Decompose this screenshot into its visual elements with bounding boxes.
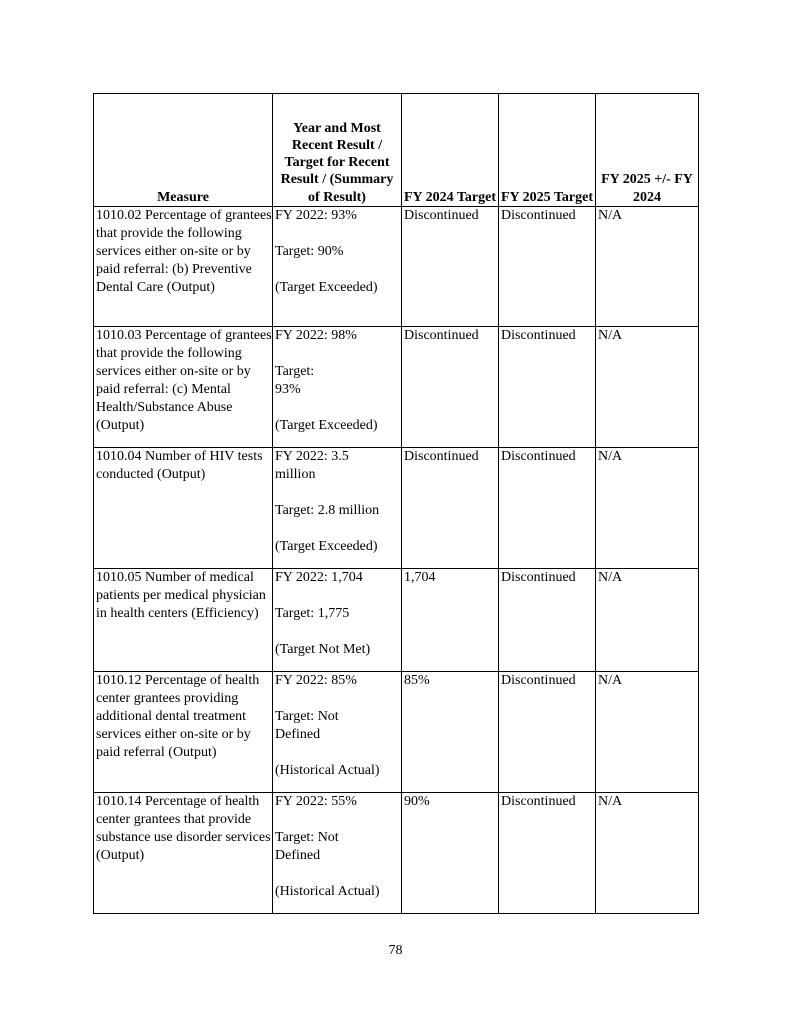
result-line: FY 2022: 1,704 [275, 570, 363, 585]
fy2025-cell: Discontinued [499, 448, 596, 569]
diff-cell: N/A [596, 207, 699, 327]
result-cell [273, 448, 402, 569]
fy2024-cell: 90% [402, 793, 499, 914]
result-line: FY 2022: 85% [275, 673, 357, 688]
fy2025-cell: Discontinued [499, 672, 596, 793]
header-fy2024-target: FY 2024 Target [402, 94, 499, 207]
table-row [94, 207, 699, 327]
fy2025-cell: Discontinued [499, 207, 596, 327]
measure-cell: 1010.14 Percentage of health center grantees that provide substance use disorder services (Output) [94, 793, 273, 914]
result-cell [273, 327, 402, 448]
target-line: Target: 93% [275, 364, 315, 397]
header-fy2025-diff: FY 2025 +/- FY 2024 [596, 94, 699, 207]
diff-cell: N/A [596, 672, 699, 793]
target-line: Target: Not Defined [275, 709, 339, 742]
summary-line: (Target Exceeded) [275, 539, 378, 554]
target-line: Target: Not Defined [275, 830, 339, 863]
page-number: 78 [388, 943, 403, 958]
result-line: FY 2022: 3.5 million [275, 449, 349, 482]
header-fy2025-target: FY 2025 Target [499, 94, 596, 207]
result-line: FY 2022: 98% [275, 328, 357, 343]
summary-line: (Target Exceeded) [275, 418, 378, 433]
target-line: Target: 2.8 million [275, 503, 380, 518]
fy2025-cell: Discontinued [499, 793, 596, 914]
table-row [94, 448, 699, 569]
diff-cell: N/A [596, 327, 699, 448]
result-line: FY 2022: 55% [275, 794, 357, 809]
measure-cell: 1010.12 Percentage of health center grantees providing additional dental treatment services either on-site or by paid referral (Output) [94, 672, 273, 793]
target-line: Target: 90% [275, 244, 344, 259]
fy2024-cell: 1,704 [402, 569, 499, 672]
summary-line: (Target Not Met) [275, 642, 371, 657]
target-line: Target: 1,775 [275, 606, 350, 621]
fy2025-cell: Discontinued [499, 327, 596, 448]
summary-line: (Historical Actual) [275, 763, 380, 778]
table-header-row [94, 94, 699, 207]
result-cell [273, 793, 402, 914]
summary-line: (Target Exceeded) [275, 280, 378, 295]
result-cell [273, 672, 402, 793]
result-cell [273, 569, 402, 672]
result-line: FY 2022: 93% [275, 208, 357, 223]
result-cell [273, 207, 402, 327]
fy2024-cell: 85% [402, 672, 499, 793]
table-row [94, 793, 699, 914]
measure-cell: 1010.02 Percentage of grantees that provide the following services either on-site or by paid referral: (b) Preventive Dental Care (Output) [94, 207, 273, 327]
table-row [94, 327, 699, 448]
table-row [94, 672, 699, 793]
fy2024-cell: Discontinued [402, 327, 499, 448]
fy2024-cell: Discontinued [402, 448, 499, 569]
measure-cell: 1010.04 Number of HIV tests conducted (Output) [94, 448, 273, 569]
table-row [94, 569, 699, 672]
diff-cell: N/A [596, 569, 699, 672]
diff-cell: N/A [596, 448, 699, 569]
measure-cell: 1010.03 Percentage of grantees that provide the following services either on-site or by paid referral: (c) Mental Health/Substance Abuse (Output) [94, 327, 273, 448]
summary-line: (Historical Actual) [275, 884, 380, 899]
header-result: Year and Most Recent Result / Target for Recent Result / (Summary of Result) [273, 94, 402, 207]
fy2024-cell: Discontinued [402, 207, 499, 327]
header-measure: Measure [94, 94, 273, 207]
measure-cell: 1010.05 Number of medical patients per medical physician in health centers (Efficiency) [94, 569, 273, 672]
fy2025-cell: Discontinued [499, 569, 596, 672]
performance-measures-table [93, 93, 699, 914]
diff-cell: N/A [596, 793, 699, 914]
